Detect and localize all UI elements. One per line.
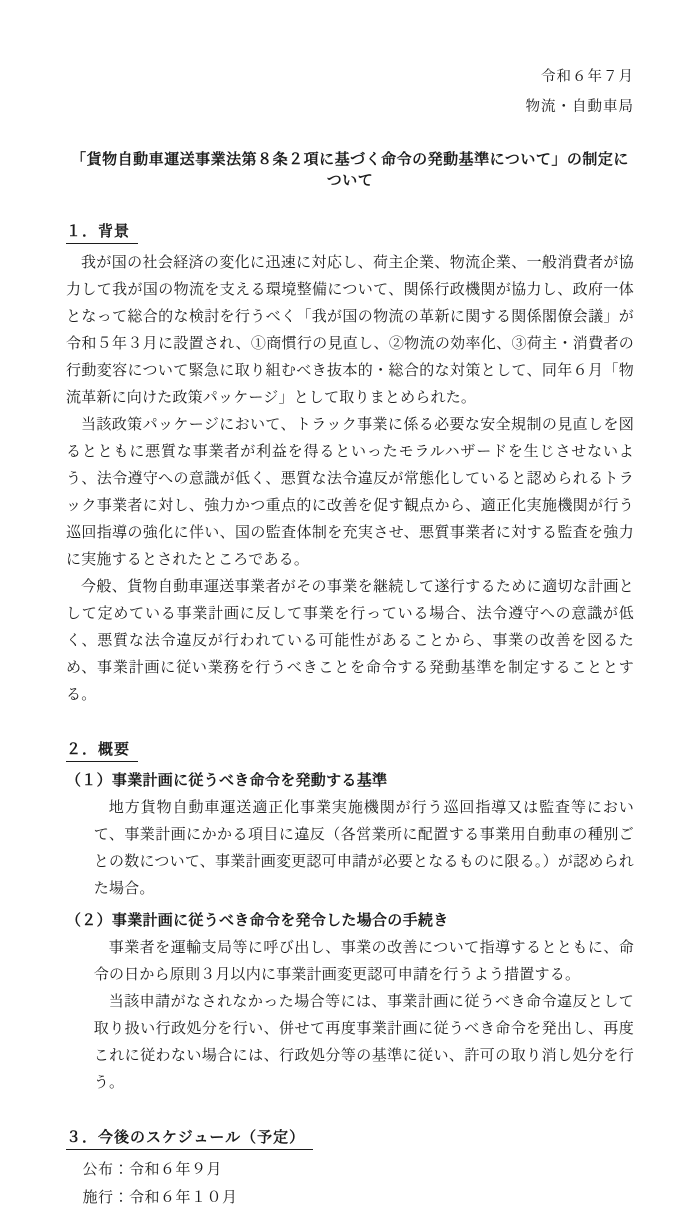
section-schedule-heading: ３．今後のスケジュール（予定） (66, 1126, 313, 1150)
overview-item-2-paragraph-2: 当該申請がなされなかった場合等には、事業計画に従うべき命令違反として取り扱い行政処分を行い、併せて再度事業計画に従うべき命令を発出し、再度これに従わない場合には、行政処分等の基準に従い、許可の取り消し処分を行う。 (93, 993, 634, 1091)
section-overview-heading: ２．概要 (66, 738, 138, 762)
schedule-enforcement-line: 施行：令和６年１０月 (82, 1189, 238, 1206)
document-header (66, 62, 634, 122)
section-overview (66, 738, 634, 1096)
section-schedule (66, 1126, 634, 1212)
schedule-publication-line: 公布：令和６年９月 (82, 1161, 223, 1178)
background-paragraph-2: 当該政策パッケージにおいて、トラック事業に係る必要な安全規制の見直しを図るとともに悪質な事業者が利益を得るといったモラルハザードを生じさせないよう、法令遵守への意識が低く、悪質な法令違反が常態化していると認められるトラック事業者に対し、強力かつ重点的に改善を促す観点から、適正化実施機関が行う巡回指導の強化に伴い、国の監査体制を充実させ、悪質事業者に対する監査を強力に実施するとされたところである。 (66, 416, 634, 568)
overview-item-2-heading: （２）事業計画に従うべき命令を発令した場合の手続き (66, 912, 449, 929)
background-paragraph-1: 我が国の社会経済の変化に迅速に対応し、荷主企業、物流企業、一般消費者が協力して我が国の物流を支える環境整備について、関係行政機関が協力し、政府一体となって総合的な検討を行うべく「我が国の物流の革新に関する関係閣僚会議」が令和５年３月に設置され、①商慣行の見直し、②物流の効率化、③荷主・消費者の行動変容について緊急に取り組むべき抜本的・総合的な対策として、同年６月「物流革新に向けた政策パッケージ」として取りまとめられた。 (66, 254, 634, 406)
background-paragraph-3: 今般、貨物自動車運送事業者がその事業を継続して遂行するために適切な計画として定めている事業計画に反して事業を行っている場合、法令遵守への意識が低く、悪質な法令違反が行われている可能性があることから、事業の改善を図るため、事業計画に従い業務を行うべきことを命令する発動基準を制定することとする。 (66, 578, 634, 703)
overview-item-2-paragraph-1: 事業者を運輸支局等に呼び出し、事業の改善について指導するとともに、命令の日から原則３月以内に事業計画変更認可申請を行うよう措置する。 (93, 939, 634, 983)
date-line: 令和６年７月 (541, 69, 634, 85)
section-background (66, 220, 634, 708)
overview-item-1-heading: （１）事業計画に従うべき命令を発動する基準 (66, 772, 388, 789)
document-title: 「貨物自動車運送事業法第８条２項に基づく命令の発動基準について」の制定について (71, 151, 629, 189)
department-line: 物流・自動車局 (525, 99, 634, 115)
overview-item-1-paragraph: 地方貨物自動車運送適正化事業実施機関が行う巡回指導又は監査等において、事業計画にかかる項目に違反（各営業所に配置する事業用自動車の種別ごとの数について、事業計画変更認可申請が必要となるものに限る。）が認められた場合。 (93, 799, 634, 897)
section-background-heading: １．背景 (66, 220, 138, 244)
